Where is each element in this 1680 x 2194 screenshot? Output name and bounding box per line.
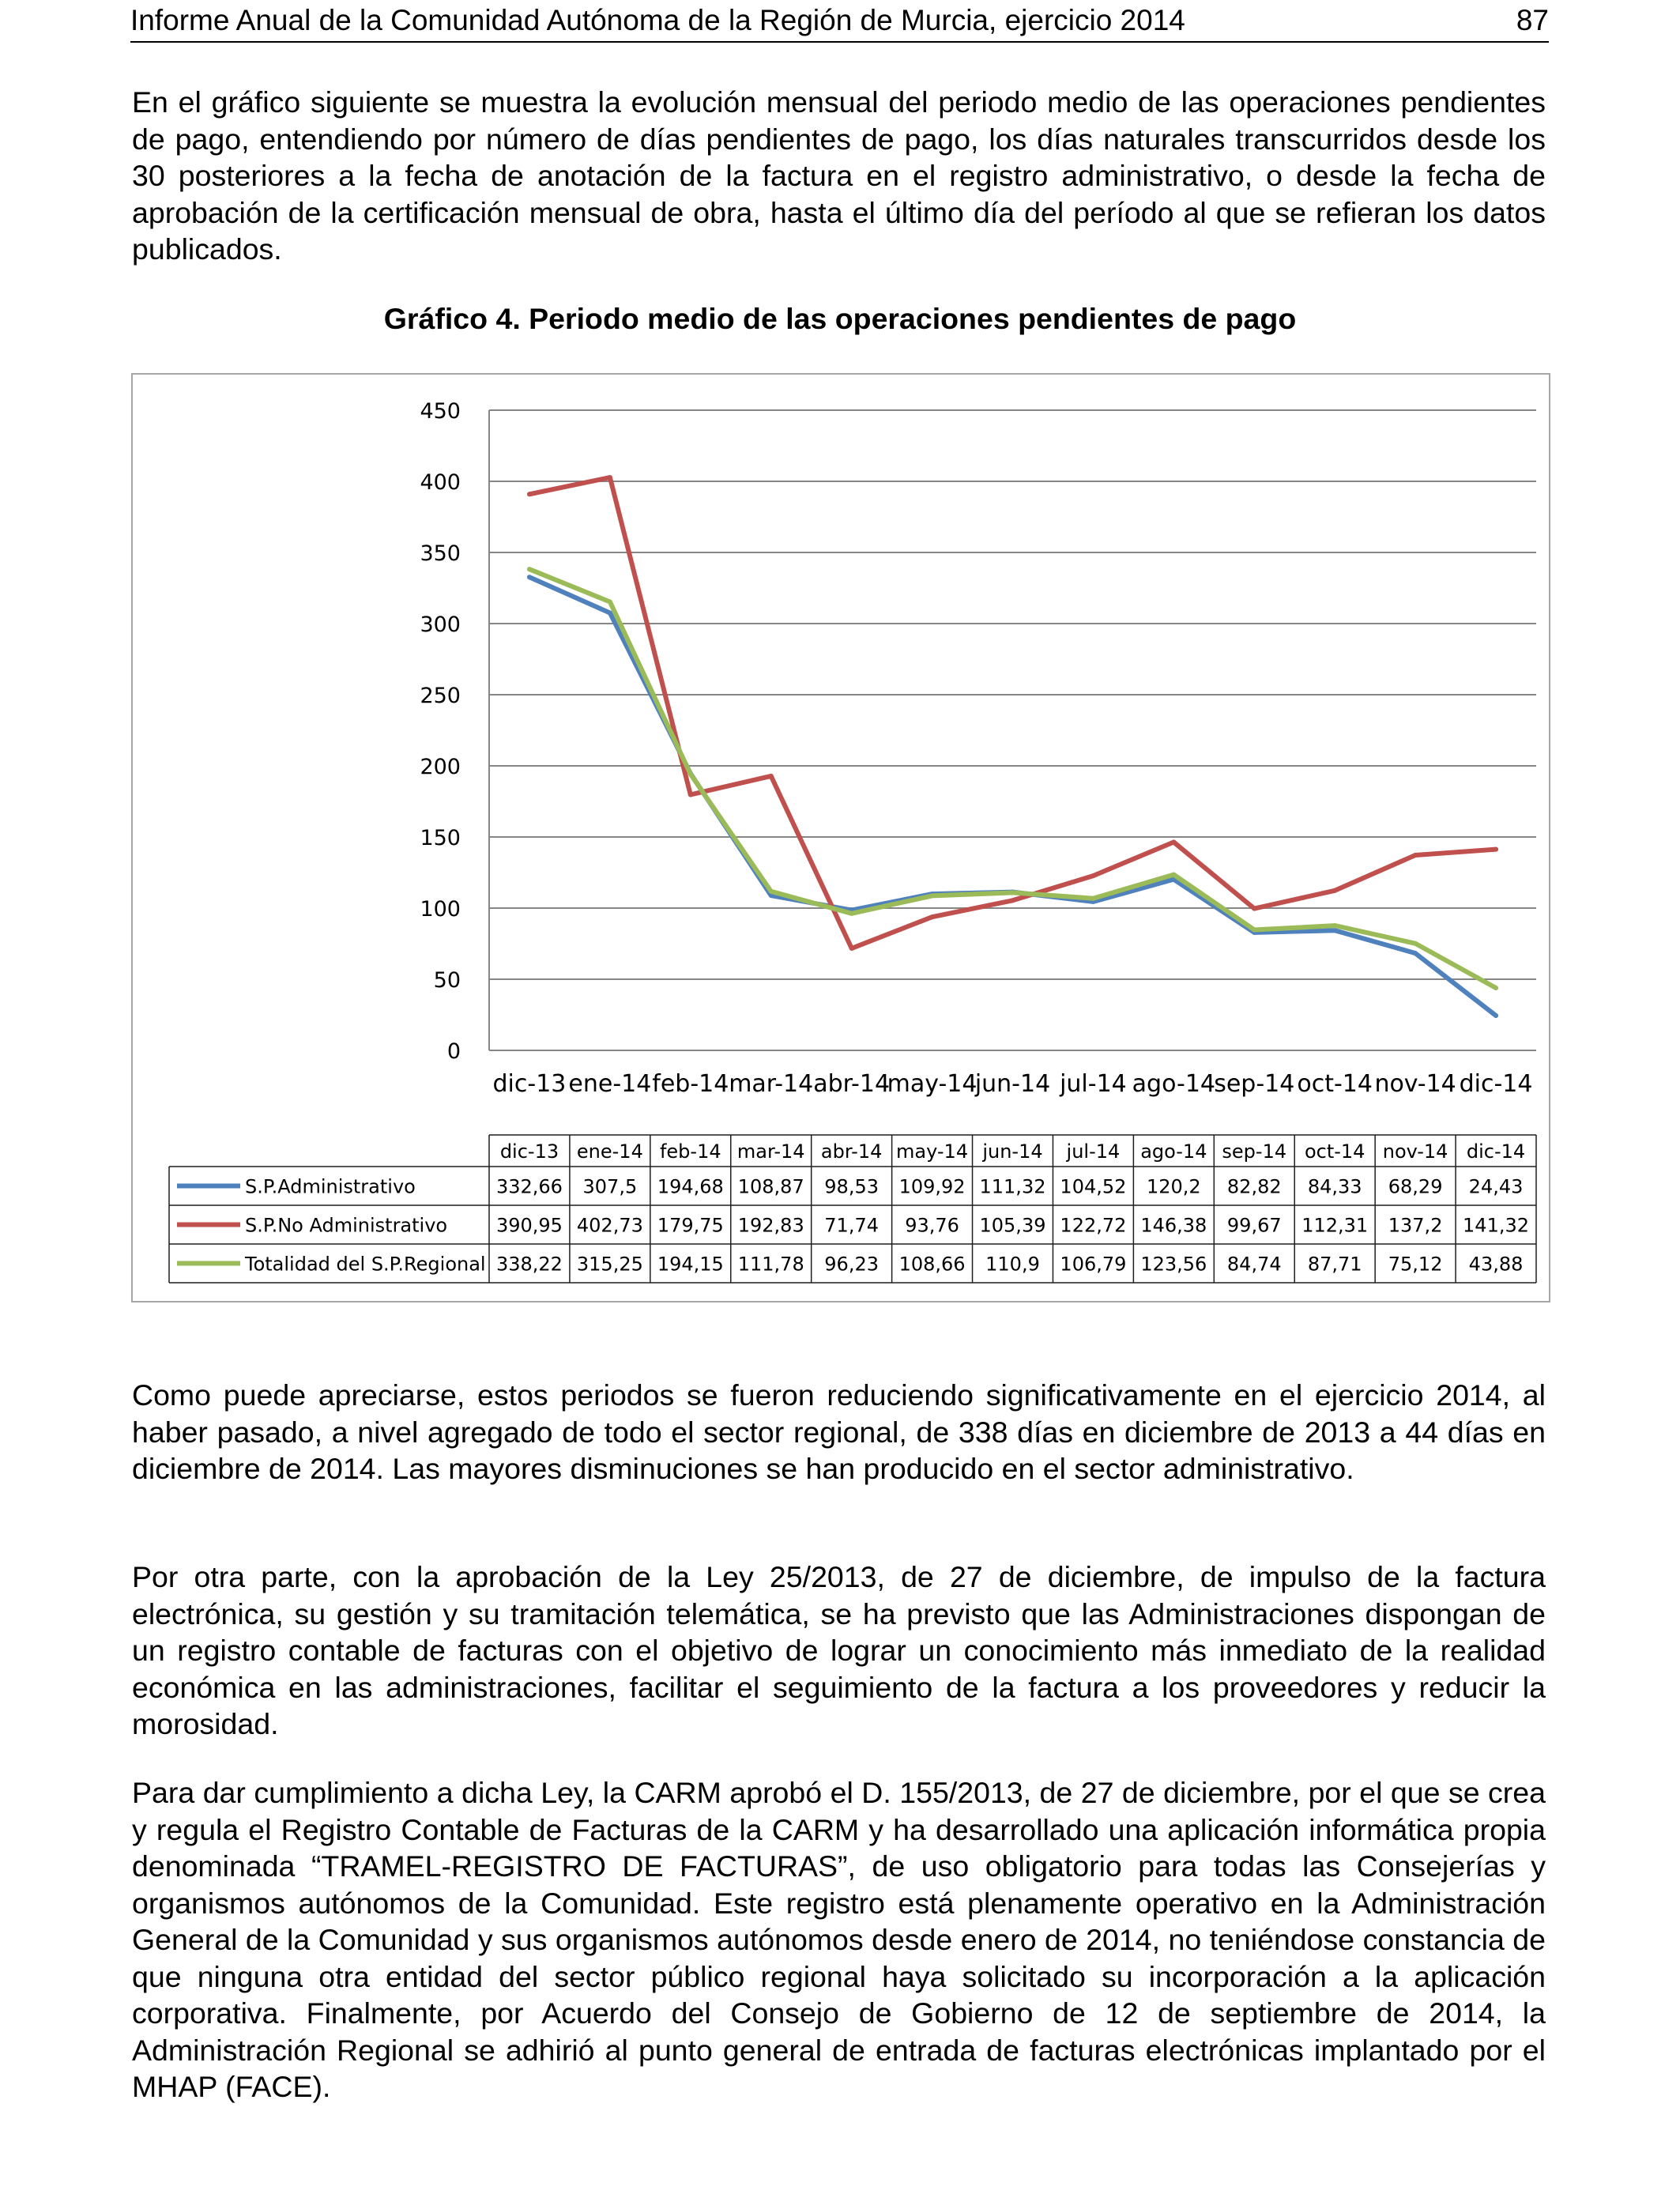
data-point	[608, 611, 612, 616]
table-value-cell: 390,95	[495, 1214, 563, 1237]
table-value-cell: 68,29	[1388, 1175, 1443, 1198]
table-value-cell: 120,2	[1146, 1175, 1201, 1198]
y-tick-label: 200	[420, 755, 461, 779]
figure-title: Gráfico 4. Periodo medio de las operaciones pendientes de pago	[383, 302, 1297, 335]
data-point	[1252, 927, 1256, 932]
table-header-cell: mar-14	[736, 1140, 805, 1163]
x-tick-label: nov-14	[1374, 1070, 1456, 1098]
table-header-cell: may-14	[896, 1140, 969, 1163]
table-value-cell: 108,66	[898, 1253, 966, 1276]
y-tick-label: 250	[420, 684, 461, 708]
paragraph-conclusion: Como puede apreciarse, estos periodos se fueron reduciendo significativamente en el ejercicio 2014, al haber pasado, a nivel agregado de todo el sector regional, de 338 días en diciembre de 2013 a 44 días en diciembre de 2014. Las mayores disminuciones se han producido en el sector administrativo.	[132, 1378, 1546, 1485]
y-tick-label: 350	[420, 541, 461, 566]
table-value-cell: 179,75	[657, 1214, 724, 1237]
table-header-cell: oct-14	[1304, 1140, 1365, 1163]
table-value-cell: 108,87	[737, 1175, 804, 1198]
table-header-cell: dic-13	[499, 1140, 559, 1163]
table-value-cell: 402,73	[576, 1214, 643, 1237]
table-value-cell: 146,38	[1140, 1214, 1207, 1237]
x-tick-label: feb-14	[652, 1070, 729, 1098]
data-point	[1413, 951, 1418, 956]
page-header	[130, 0, 1549, 43]
table-value-cell: 24,43	[1468, 1175, 1524, 1198]
table-value-cell: 332,66	[495, 1175, 563, 1198]
data-point	[1413, 941, 1418, 946]
table-value-cell: 194,68	[657, 1175, 724, 1198]
x-tick-label: may-14	[887, 1070, 977, 1098]
data-point	[1332, 888, 1337, 893]
y-tick-label: 300	[420, 613, 461, 637]
data-point	[1494, 986, 1498, 990]
table-header-cell: sep-14	[1222, 1140, 1287, 1163]
table-header-cell: ago-14	[1140, 1140, 1207, 1163]
y-tick-label: 100	[420, 897, 461, 922]
legend-label-1: S.P.No Administrativo	[245, 1214, 448, 1237]
data-point	[527, 567, 532, 571]
chart-container	[131, 373, 1550, 1302]
x-tick-label: oct-14	[1297, 1070, 1373, 1098]
table-header-cell: jul-14	[1066, 1140, 1121, 1163]
table-value-cell: 315,25	[576, 1253, 643, 1276]
table-value-cell: 93,76	[905, 1214, 959, 1237]
series-line-0	[529, 577, 1496, 1016]
table-value-cell: 99,67	[1226, 1214, 1282, 1237]
data-point	[527, 575, 532, 579]
paragraph-ley-25-2013: Por otra parte, con la aprobación de la Ley 25/2013, de 27 de diciembre, de impulso de la factura electrónica, su gestión y su tramitación telemática, se ha previsto que las Administraciones dispongan de un registro contable de facturas con el objetivo de lograr un conocimiento más inmediato de la realidad económica en las administraciones, facilitar el seguimiento de la factura a los proveedores y reducir la morosidad.	[132, 1560, 1546, 1740]
x-tick-label: abr-14	[813, 1070, 891, 1098]
table-value-cell: 84,33	[1307, 1175, 1362, 1198]
report-title: Informe Anual de la Comunidad Autónoma de la Región de Murcia, ejercicio 2014	[130, 4, 1185, 36]
x-tick-label: ago-14	[1132, 1070, 1216, 1098]
table-header-cell: jun-14	[982, 1140, 1043, 1163]
table-value-cell: 96,23	[824, 1253, 880, 1276]
x-tick-label: ene-14	[568, 1070, 652, 1098]
table-value-cell: 137,2	[1388, 1214, 1443, 1237]
data-point	[1413, 853, 1418, 858]
data-point	[1332, 928, 1337, 933]
table-header-cell: dic-14	[1466, 1140, 1526, 1163]
table-header-cell: feb-14	[659, 1140, 721, 1163]
table-value-cell: 106,79	[1060, 1253, 1127, 1276]
table-value-cell: 110,9	[985, 1253, 1040, 1276]
data-point	[1252, 907, 1256, 911]
table-value-cell: 338,22	[495, 1253, 563, 1276]
table-value-cell: 111,32	[979, 1175, 1046, 1198]
table-value-cell: 43,88	[1468, 1253, 1524, 1276]
data-point	[1171, 873, 1176, 877]
table-value-cell: 71,74	[824, 1214, 880, 1237]
table-header-cell: nov-14	[1382, 1140, 1448, 1163]
table-value-cell: 109,92	[898, 1175, 966, 1198]
data-point	[769, 774, 774, 778]
page-number: 87	[1516, 4, 1549, 36]
data-point	[688, 792, 693, 797]
y-tick-label: 50	[433, 968, 461, 993]
x-tick-label: sep-14	[1214, 1070, 1295, 1098]
table-value-cell: 192,83	[737, 1214, 804, 1237]
x-tick-label: jul-14	[1060, 1070, 1127, 1098]
line-chart	[133, 375, 1549, 1301]
table-value-cell: 122,72	[1060, 1214, 1127, 1237]
legend-label-0: S.P.Administrativo	[245, 1175, 416, 1198]
data-point	[1494, 847, 1498, 852]
table-value-cell: 98,53	[824, 1175, 880, 1198]
data-point	[1171, 840, 1176, 845]
table-value-cell: 84,74	[1226, 1253, 1282, 1276]
table-value-cell: 194,15	[657, 1253, 724, 1276]
table-value-cell: 112,31	[1301, 1214, 1369, 1237]
table-header-cell: ene-14	[576, 1140, 643, 1163]
data-point	[527, 492, 532, 496]
table-value-cell: 141,32	[1463, 1214, 1530, 1237]
data-point	[930, 914, 935, 919]
series-line-1	[529, 477, 1496, 948]
series-line-2	[529, 569, 1496, 988]
table-header-cell: abr-14	[820, 1140, 883, 1163]
data-point	[688, 772, 693, 777]
data-point	[769, 889, 774, 894]
data-point	[1011, 898, 1015, 903]
x-tick-label: dic-13	[492, 1070, 567, 1098]
y-tick-label: 150	[420, 826, 461, 850]
x-tick-label: jun-14	[974, 1070, 1051, 1098]
table-value-cell: 123,56	[1140, 1253, 1207, 1276]
paragraph-carm-registro: Para dar cumplimiento a dicha Ley, la CARM aprobó el D. 155/2013, de 27 de diciembre, por el que se crea y regula el Registro Contable de Facturas de la CARM y ha desarrollado una aplicación informática propia denominada “TRAMEL-REGISTRO DE FACTURAS”, de uso obligatorio para todas las Consejerías y organismos autónomos de la Comunidad. Este registro está plenamente operativo en la Administración General de la Comunidad y sus organismos autónomos desde enero de 2014, no teniéndose constancia de que ninguna otra entidad del sector público regional haya solicitado su incorporación a la aplicación corporativa. Finalmente, por Acuerdo del Consejo de Gobierno de 12 de septiembre de 2014, la Administración Regional se adhirió al punto general de entrada de facturas electrónicas implantado por el MHAP (FACE).	[132, 1776, 1546, 2103]
table-value-cell: 82,82	[1226, 1175, 1282, 1198]
data-point	[849, 911, 854, 916]
table-value-cell: 87,71	[1307, 1253, 1362, 1276]
data-point	[1494, 1013, 1498, 1018]
table-value-cell: 105,39	[979, 1214, 1046, 1237]
table-value-cell: 307,5	[582, 1175, 638, 1198]
y-tick-label: 450	[420, 399, 461, 424]
data-point	[1332, 923, 1337, 928]
data-point	[1011, 890, 1015, 895]
y-tick-label: 0	[446, 1039, 461, 1064]
intro-paragraph: En el gráfico siguiente se muestra la evolución mensual del periodo medio de las operaciones pendientes de pago, entendiendo por número de días pendientes de pago, los días naturales transcurridos desde los 30 posteriores a la fecha de anotación de la factura en el registro administrativo, o desde la fecha de aprobación de la certificación mensual de obra, hasta el último día del período al que se refieran los datos publicados.	[132, 85, 1546, 266]
data-point	[930, 893, 935, 898]
data-point	[1090, 896, 1095, 901]
data-point	[608, 600, 612, 605]
y-tick-label: 400	[420, 470, 461, 495]
legend-label-2: Totalidad del S.P.Regional	[245, 1253, 486, 1276]
data-point	[849, 946, 854, 951]
data-point	[1090, 873, 1095, 878]
x-tick-label: dic-14	[1459, 1070, 1533, 1098]
table-value-cell: 111,78	[737, 1253, 804, 1276]
data-point	[608, 475, 612, 480]
x-tick-label: mar-14	[729, 1070, 814, 1098]
table-value-cell: 104,52	[1060, 1175, 1127, 1198]
table-value-cell: 75,12	[1388, 1253, 1443, 1276]
